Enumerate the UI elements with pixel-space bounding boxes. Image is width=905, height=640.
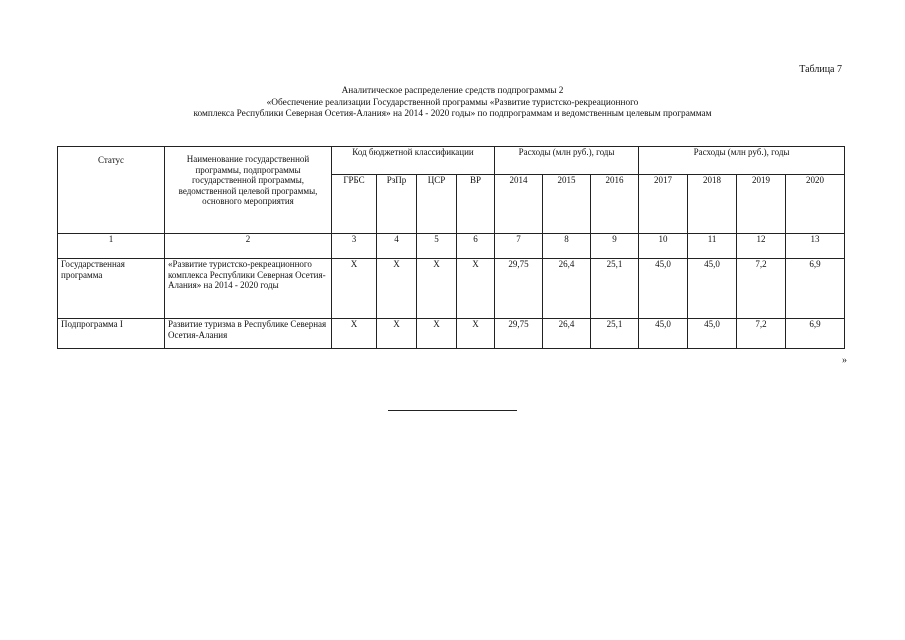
cell-2015: 26,4 xyxy=(543,259,591,319)
title-line-1: Аналитическое распределение средств подпрограммы 2 xyxy=(341,86,564,96)
document-title xyxy=(0,86,905,121)
table-row-subprogram-1 xyxy=(58,319,845,349)
cell-2014: 29,75 xyxy=(495,319,543,349)
header-year-2014: 2014 xyxy=(495,175,543,234)
cell-2018: 45,0 xyxy=(688,319,737,349)
header-year-2018: 2018 xyxy=(688,175,737,234)
header-expenses-group-1: Расходы (млн руб.), годы xyxy=(495,147,639,175)
cell-name: Развитие туризма в Республике Северная Осетия-Алания xyxy=(165,319,332,349)
header-year-2019: 2019 xyxy=(737,175,786,234)
cell-2019: 7,2 xyxy=(737,319,786,349)
table-row-state-program xyxy=(58,259,845,319)
cell-csr: X xyxy=(417,259,457,319)
cell-2019: 7,2 xyxy=(737,259,786,319)
cell-2017: 45,0 xyxy=(639,319,688,349)
cell-2017: 45,0 xyxy=(639,259,688,319)
header-grbs: ГРБС xyxy=(332,175,377,234)
header-name: Наименование государственной программы, подпрограммы государственной программы, ведомственной целевой программы, основного мероприятия xyxy=(165,147,332,234)
column-number: 8 xyxy=(543,234,591,259)
header-rzpr: РзПр xyxy=(377,175,417,234)
column-number: 1 xyxy=(58,234,165,259)
column-number: 4 xyxy=(377,234,417,259)
title-line-3: комплекса Республики Северная Осетия-Алания» на 2014 - 2020 годы» по подпрограммам и ведомственным целевым программам xyxy=(193,109,712,119)
column-number: 6 xyxy=(457,234,495,259)
cell-vr: X xyxy=(457,319,495,349)
cell-2015: 26,4 xyxy=(543,319,591,349)
cell-status: Государственная программа xyxy=(58,259,165,319)
title-line-2: «Обеспечение реализации Государственной программы «Развитие туристско-рекреационного xyxy=(266,97,639,108)
column-number-row xyxy=(58,234,845,259)
header-csr: ЦСР xyxy=(417,175,457,234)
column-number: 2 xyxy=(165,234,332,259)
distribution-table xyxy=(57,146,845,349)
column-number: 12 xyxy=(737,234,786,259)
cell-2016: 25,1 xyxy=(591,319,639,349)
column-number: 11 xyxy=(688,234,737,259)
column-number: 13 xyxy=(786,234,845,259)
closing-quote: » xyxy=(842,355,847,366)
table-number-label: Таблица 7 xyxy=(799,64,842,75)
cell-2020: 6,9 xyxy=(786,259,845,319)
header-row-main xyxy=(58,147,845,175)
cell-vr: X xyxy=(457,259,495,319)
column-number: 3 xyxy=(332,234,377,259)
cell-2014: 29,75 xyxy=(495,259,543,319)
header-year-2017: 2017 xyxy=(639,175,688,234)
header-year-2015: 2015 xyxy=(543,175,591,234)
column-number: 10 xyxy=(639,234,688,259)
column-number: 7 xyxy=(495,234,543,259)
cell-status: Подпрограмма I xyxy=(58,319,165,349)
column-number: 5 xyxy=(417,234,457,259)
header-year-2020: 2020 xyxy=(786,175,845,234)
header-expenses-group-2: Расходы (млн руб.), годы xyxy=(639,147,845,175)
header-year-2016: 2016 xyxy=(591,175,639,234)
cell-2016: 25,1 xyxy=(591,259,639,319)
cell-grbs: X xyxy=(332,259,377,319)
cell-2020: 6,9 xyxy=(786,319,845,349)
cell-grbs: X xyxy=(332,319,377,349)
header-vr: ВР xyxy=(457,175,495,234)
header-status: Статус xyxy=(58,147,165,234)
cell-csr: X xyxy=(417,319,457,349)
header-budget-code: Код бюджетной классификации xyxy=(332,147,495,175)
cell-rzpr: X xyxy=(377,259,417,319)
cell-2018: 45,0 xyxy=(688,259,737,319)
cell-name: «Развитие туристско-рекреационного комплекса Республики Северная Осетия-Алания» на 2014 - 2020 годы xyxy=(165,259,332,319)
column-number: 9 xyxy=(591,234,639,259)
cell-rzpr: X xyxy=(377,319,417,349)
footnote-separator-line xyxy=(388,410,517,411)
